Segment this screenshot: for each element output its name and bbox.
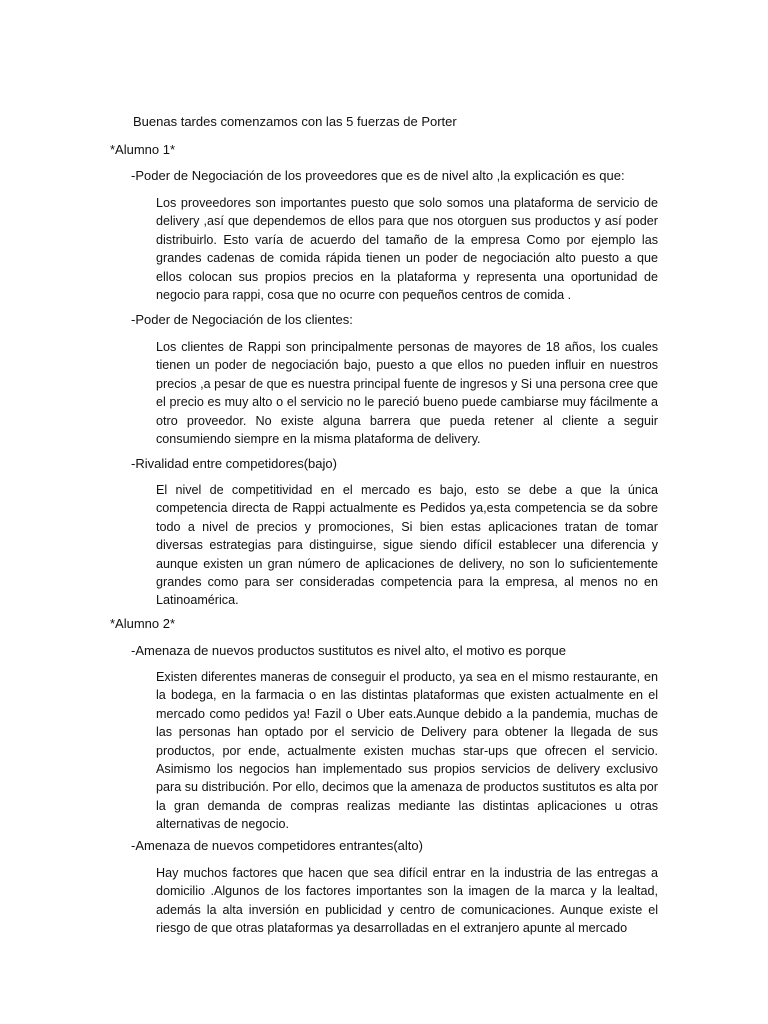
alumno-2-label: *Alumno 2* <box>110 616 176 631</box>
section-4-paragraph: Existen diferentes maneras de conseguir el producto, ya sea en el mismo restaurante, en la bodega, en la farmacia o en las distintas plataformas que existen actualmente en el mercado como pedidos ya! Fazil o Uber eats.Aunque debido a la pandemia, muchas de las personas han optado por el servicio de Delivery para obtener la llegada de sus productos, por ende, actualmente existen muchas star-ups que ofrecen el servicio. Asimismo los negocios han implementado sus propios servicios de delivery exclusivo para su distribución. Por ello, decimos que la amenaza de productos sustitutos es alta por la gran demanda de compras realizas mediante las distintas aplicaciones u otras alternativas de negocio. <box>156 670 658 832</box>
section-2-heading: -Poder de Negociación de los clientes: <box>131 312 353 327</box>
section-3-paragraph: El nivel de competitividad en el mercado es bajo, esto se debe a que la única competencia directa de Rappi actualmente es Pedidos ya,esta competencia se da sobre todo a nivel de precios y promociones, Si bien estas aplicaciones tratan de tomar diversas estrategias para distinguirse, sigue siendo difícil establecer una diferencia y aunque existen un gran número de aplicaciones de delivery, no son lo suficientemente grandes como para ser consideradas competencia para la empresa, al menos no en Latinoamérica. <box>156 483 658 608</box>
section-3-heading: -Rivalidad entre competidores(bajo) <box>131 456 337 471</box>
section-4-heading: -Amenaza de nuevos productos sustitutos es nivel alto, el motivo es porque <box>131 643 567 658</box>
intro-text: Buenas tardes comenzamos con las 5 fuerzas de Porter <box>133 114 457 129</box>
section-2-paragraph: Los clientes de Rappi son principalmente personas de mayores de 18 años, los cuales tienen un poder de negociación bajo, puesto a que ellos no pueden influir en nuestros precios ,a pesar de que es nuestra principal fuente de ingresos y Si una persona cree que el precio es muy alto o el servicio no le pareció bueno puede cambiarse muy fácilmente a otro proveedor. No existe alguna barrera que pueda retener al cliente a seguir consumiendo siempre en la misma plataforma de delivery. <box>156 340 658 447</box>
section-5-heading: -Amenaza de nuevos competidores entrantes(alto) <box>131 838 423 853</box>
section-5-paragraph: Hay muchos factores que hacen que sea difícil entrar en la industria de las entregas a domicilio .Algunos de los factores importantes son la imagen de la marca y la lealtad, además la alta inversión en publicidad y centro de comunicaciones. Aunque existe el riesgo de que otras plataformas ya desarrolladas en el extranjero apunte al mercado <box>156 866 658 936</box>
alumno-1-label: *Alumno 1* <box>110 142 176 157</box>
section-1-paragraph: Los proveedores son importantes puesto que solo somos una plataforma de servicio de delivery ,así que dependemos de ellos para que nos otorguen sus productos y así poder distribuirlo. Esto varía de acuerdo del tamaño de la empresa Como por ejemplo las grandes cadenas de comida rápida tienen un poder de negociación alto puesto a que ellos colocan sus propios precios en la plataforma y representa una oportunidad de negocio para rappi, cosa que no ocurre con pequeños centros de comida . <box>156 196 658 303</box>
section-1-heading: -Poder de Negociación de los proveedores que es de nivel alto ,la explicación es que: <box>131 168 625 183</box>
